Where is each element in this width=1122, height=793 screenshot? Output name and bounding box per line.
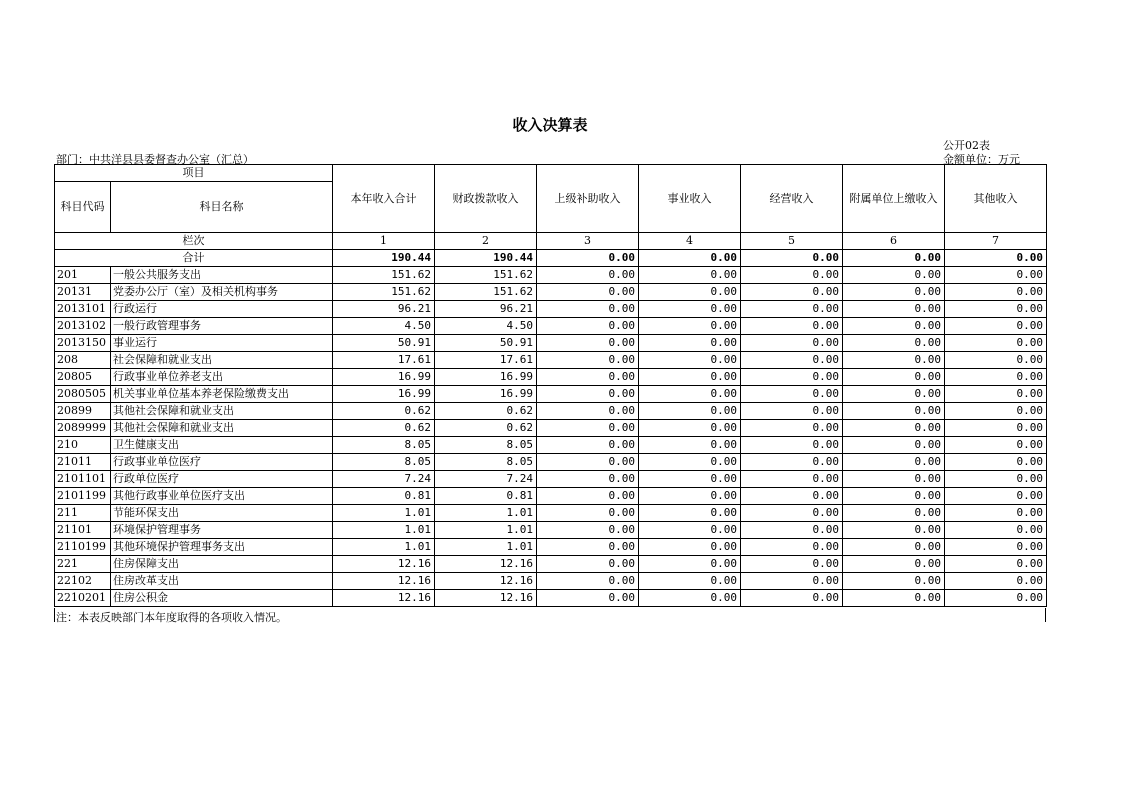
- row-value: 0.00: [639, 420, 741, 437]
- column-num: 3: [537, 233, 639, 250]
- row-code: 2110199: [55, 539, 111, 556]
- row-value: 0.00: [945, 335, 1047, 352]
- row-value: 0.00: [843, 369, 945, 386]
- table-row: [55, 420, 1047, 437]
- table-row: [55, 471, 1047, 488]
- row-name: 环境保护管理事务: [111, 522, 333, 539]
- row-value: 16.99: [435, 369, 537, 386]
- row-value: 0.00: [843, 471, 945, 488]
- note-left-border: [54, 608, 55, 622]
- row-value: 0.00: [945, 573, 1047, 590]
- row-value: 0.00: [945, 488, 1047, 505]
- row-value: 151.62: [435, 267, 537, 284]
- row-value: 4.50: [435, 318, 537, 335]
- row-value: 0.00: [537, 488, 639, 505]
- row-value: 0.00: [843, 590, 945, 607]
- row-value: 0.00: [537, 505, 639, 522]
- row-value: 12.16: [435, 590, 537, 607]
- row-value: 0.00: [741, 556, 843, 573]
- row-value: 0.00: [741, 352, 843, 369]
- table-row: [55, 539, 1047, 556]
- row-value: 0.00: [741, 301, 843, 318]
- row-value: 0.00: [537, 335, 639, 352]
- row-name: 一般行政管理事务: [111, 318, 333, 335]
- row-value: 0.00: [537, 369, 639, 386]
- table-row: [55, 301, 1047, 318]
- row-code: 221: [55, 556, 111, 573]
- row-value: 0.00: [639, 267, 741, 284]
- row-value: 0.00: [639, 505, 741, 522]
- row-value: 0.62: [435, 420, 537, 437]
- row-value: 0.00: [945, 556, 1047, 573]
- row-code: 201: [55, 267, 111, 284]
- row-code: 2013102: [55, 318, 111, 335]
- column-num: 6: [843, 233, 945, 250]
- row-name: 节能环保支出: [111, 505, 333, 522]
- row-value: 16.99: [333, 369, 435, 386]
- row-value: 0.00: [639, 403, 741, 420]
- row-value: 12.16: [333, 573, 435, 590]
- header-col-4: 事业收入: [639, 165, 741, 233]
- header-item: 项目: [55, 165, 333, 182]
- row-value: 8.05: [435, 454, 537, 471]
- row-value: 0.00: [537, 539, 639, 556]
- table-row: [55, 335, 1047, 352]
- row-name: 一般公共服务支出: [111, 267, 333, 284]
- table-row: [55, 556, 1047, 573]
- row-code: 2080505: [55, 386, 111, 403]
- row-value: 0.00: [843, 318, 945, 335]
- row-value: 8.05: [333, 437, 435, 454]
- row-value: 0.00: [843, 505, 945, 522]
- row-value: 0.00: [537, 301, 639, 318]
- table-row: [55, 352, 1047, 369]
- table-row: [55, 284, 1047, 301]
- table-row: [55, 488, 1047, 505]
- row-value: 0.00: [537, 573, 639, 590]
- row-value: 0.00: [843, 454, 945, 471]
- row-value: 0.00: [537, 352, 639, 369]
- table-row: [55, 403, 1047, 420]
- row-value: 0.00: [639, 437, 741, 454]
- row-value: 0.00: [741, 522, 843, 539]
- row-value: 0.00: [537, 318, 639, 335]
- row-value: 0.81: [435, 488, 537, 505]
- row-value: 0.00: [741, 369, 843, 386]
- row-value: 0.00: [741, 403, 843, 420]
- row-value: 0.00: [843, 573, 945, 590]
- row-code: 20131: [55, 284, 111, 301]
- row-value: 0.00: [945, 522, 1047, 539]
- row-value: 0.00: [843, 420, 945, 437]
- row-value: 0.00: [537, 403, 639, 420]
- row-value: 0.00: [741, 318, 843, 335]
- row-value: 0.00: [843, 488, 945, 505]
- row-name: 行政运行: [111, 301, 333, 318]
- row-code: 21101: [55, 522, 111, 539]
- row-value: 12.16: [435, 573, 537, 590]
- row-value: 0.00: [639, 369, 741, 386]
- row-value: 1.01: [435, 505, 537, 522]
- page-title: 收入决算表: [512, 116, 588, 134]
- total-value: 190.44: [333, 250, 435, 267]
- row-name: 卫生健康支出: [111, 437, 333, 454]
- form-number: 公开02表: [943, 139, 990, 152]
- row-value: 0.00: [945, 590, 1047, 607]
- row-name: 其他环境保护管理事务支出: [111, 539, 333, 556]
- row-name: 其他社会保障和就业支出: [111, 403, 333, 420]
- table-row: [55, 505, 1047, 522]
- unit-label: 金额单位：万元: [943, 153, 1020, 166]
- row-code: 2013150: [55, 335, 111, 352]
- row-value: 0.00: [843, 403, 945, 420]
- row-value: 0.81: [333, 488, 435, 505]
- table-row: [55, 437, 1047, 454]
- row-value: 96.21: [435, 301, 537, 318]
- table-row: [55, 369, 1047, 386]
- header-col-5: 经营收入: [741, 165, 843, 233]
- row-value: 0.00: [537, 590, 639, 607]
- row-value: 0.00: [945, 539, 1047, 556]
- row-code: 210: [55, 437, 111, 454]
- row-value: 0.00: [741, 590, 843, 607]
- row-name: 机关事业单位基本养老保险缴费支出: [111, 386, 333, 403]
- row-value: 0.00: [639, 590, 741, 607]
- row-value: 0.00: [639, 386, 741, 403]
- row-value: 0.00: [639, 573, 741, 590]
- row-value: 0.00: [639, 556, 741, 573]
- row-value: 0.00: [639, 488, 741, 505]
- total-row: [55, 250, 1047, 267]
- row-value: 1.01: [435, 539, 537, 556]
- row-name: 住房保障支出: [111, 556, 333, 573]
- row-value: 0.00: [843, 437, 945, 454]
- row-value: 0.00: [843, 267, 945, 284]
- total-label: 合计: [55, 250, 333, 267]
- row-value: 0.62: [333, 403, 435, 420]
- row-value: 0.00: [741, 505, 843, 522]
- row-value: 12.16: [333, 556, 435, 573]
- department-label: 部门：中共洋县县委督查办公室（汇总）: [56, 153, 254, 166]
- row-value: 4.50: [333, 318, 435, 335]
- row-code: 2013101: [55, 301, 111, 318]
- row-value: 0.00: [945, 352, 1047, 369]
- row-value: 0.00: [843, 335, 945, 352]
- row-value: 1.01: [333, 539, 435, 556]
- row-value: 0.00: [945, 454, 1047, 471]
- row-value: 0.00: [639, 352, 741, 369]
- row-value: 0.00: [639, 471, 741, 488]
- row-value: 8.05: [435, 437, 537, 454]
- row-value: 16.99: [333, 386, 435, 403]
- row-value: 50.91: [333, 335, 435, 352]
- column-num: 5: [741, 233, 843, 250]
- row-value: 0.00: [843, 301, 945, 318]
- table-row: [55, 590, 1047, 607]
- row-value: 0.00: [537, 471, 639, 488]
- row-value: 0.00: [639, 522, 741, 539]
- row-value: 1.01: [333, 505, 435, 522]
- column-num: 2: [435, 233, 537, 250]
- row-value: 0.00: [945, 284, 1047, 301]
- row-name: 事业运行: [111, 335, 333, 352]
- header-col-2: 财政拨款收入: [435, 165, 537, 233]
- row-value: 0.00: [945, 369, 1047, 386]
- header-col-6: 附属单位上缴收入: [843, 165, 945, 233]
- row-value: 0.00: [843, 352, 945, 369]
- row-value: 151.62: [333, 267, 435, 284]
- row-name: 社会保障和就业支出: [111, 352, 333, 369]
- row-value: 17.61: [435, 352, 537, 369]
- row-code: 208: [55, 352, 111, 369]
- row-name: 行政单位医疗: [111, 471, 333, 488]
- row-name: 其他行政事业单位医疗支出: [111, 488, 333, 505]
- row-code: 2101199: [55, 488, 111, 505]
- row-value: 0.00: [945, 318, 1047, 335]
- row-value: 0.00: [537, 386, 639, 403]
- row-value: 7.24: [435, 471, 537, 488]
- row-name: 住房改革支出: [111, 573, 333, 590]
- row-value: 0.00: [945, 403, 1047, 420]
- table-row: [55, 318, 1047, 335]
- header-col-3: 上级补助收入: [537, 165, 639, 233]
- row-code: 211: [55, 505, 111, 522]
- row-name: 行政事业单位医疗: [111, 454, 333, 471]
- row-value: 12.16: [435, 556, 537, 573]
- table-row: [55, 573, 1047, 590]
- header-name: 科目名称: [111, 182, 333, 233]
- row-value: 0.00: [945, 505, 1047, 522]
- total-value: 190.44: [435, 250, 537, 267]
- row-code: 2101101: [55, 471, 111, 488]
- row-value: 0.00: [945, 471, 1047, 488]
- row-value: 0.00: [843, 522, 945, 539]
- row-value: 0.62: [435, 403, 537, 420]
- row-value: 0.00: [741, 539, 843, 556]
- table-row: [55, 454, 1047, 471]
- row-value: 0.62: [333, 420, 435, 437]
- note-right-border: [1045, 608, 1046, 622]
- row-value: 16.99: [435, 386, 537, 403]
- header-code: 科目代码: [55, 182, 111, 233]
- table-row: [55, 267, 1047, 284]
- total-value: 0.00: [639, 250, 741, 267]
- row-code: 22102: [55, 573, 111, 590]
- row-code: 20805: [55, 369, 111, 386]
- row-value: 1.01: [435, 522, 537, 539]
- header-col-7: 其他收入: [945, 165, 1047, 233]
- row-value: 0.00: [639, 335, 741, 352]
- row-value: 0.00: [537, 556, 639, 573]
- total-value: 0.00: [843, 250, 945, 267]
- row-code: 2089999: [55, 420, 111, 437]
- row-value: 0.00: [843, 386, 945, 403]
- row-value: 0.00: [537, 437, 639, 454]
- column-num: 7: [945, 233, 1047, 250]
- row-value: 0.00: [945, 267, 1047, 284]
- row-value: 12.16: [333, 590, 435, 607]
- row-value: 0.00: [843, 556, 945, 573]
- row-value: 0.00: [741, 284, 843, 301]
- row-value: 50.91: [435, 335, 537, 352]
- row-value: 0.00: [741, 420, 843, 437]
- row-value: 17.61: [333, 352, 435, 369]
- row-value: 0.00: [741, 454, 843, 471]
- table-note: 注：本表反映部门本年度取得的各项收入情况。: [56, 611, 287, 624]
- row-value: 0.00: [537, 267, 639, 284]
- header-col-1: 本年收入合计: [333, 165, 435, 233]
- row-value: 7.24: [333, 471, 435, 488]
- table-row: [55, 386, 1047, 403]
- row-value: 0.00: [843, 539, 945, 556]
- column-row-label: 栏次: [55, 233, 333, 250]
- total-value: 0.00: [537, 250, 639, 267]
- row-value: 0.00: [741, 335, 843, 352]
- column-num: 4: [639, 233, 741, 250]
- row-value: 0.00: [537, 522, 639, 539]
- row-value: 1.01: [333, 522, 435, 539]
- row-value: 0.00: [741, 267, 843, 284]
- row-value: 0.00: [741, 437, 843, 454]
- row-value: 0.00: [945, 437, 1047, 454]
- row-code: 20899: [55, 403, 111, 420]
- row-name: 行政事业单位养老支出: [111, 369, 333, 386]
- row-value: 0.00: [741, 386, 843, 403]
- row-value: 0.00: [537, 284, 639, 301]
- row-value: 0.00: [639, 284, 741, 301]
- table-row: [55, 522, 1047, 539]
- total-value: 0.00: [741, 250, 843, 267]
- row-code: 21011: [55, 454, 111, 471]
- row-name: 党委办公厅（室）及相关机构事务: [111, 284, 333, 301]
- row-value: 151.62: [435, 284, 537, 301]
- row-value: 0.00: [639, 318, 741, 335]
- row-value: 0.00: [639, 454, 741, 471]
- row-value: 0.00: [945, 301, 1047, 318]
- row-value: 0.00: [741, 471, 843, 488]
- income-table: [54, 164, 1047, 607]
- row-value: 0.00: [741, 573, 843, 590]
- row-value: 0.00: [537, 420, 639, 437]
- row-name: 其他社会保障和就业支出: [111, 420, 333, 437]
- row-value: 151.62: [333, 284, 435, 301]
- row-value: 0.00: [537, 454, 639, 471]
- row-value: 0.00: [945, 420, 1047, 437]
- row-value: 0.00: [741, 488, 843, 505]
- row-value: 96.21: [333, 301, 435, 318]
- row-value: 0.00: [945, 386, 1047, 403]
- row-name: 住房公积金: [111, 590, 333, 607]
- row-value: 0.00: [843, 284, 945, 301]
- row-value: 0.00: [639, 301, 741, 318]
- row-value: 0.00: [639, 539, 741, 556]
- total-value: 0.00: [945, 250, 1047, 267]
- row-code: 2210201: [55, 590, 111, 607]
- column-num: 1: [333, 233, 435, 250]
- row-value: 8.05: [333, 454, 435, 471]
